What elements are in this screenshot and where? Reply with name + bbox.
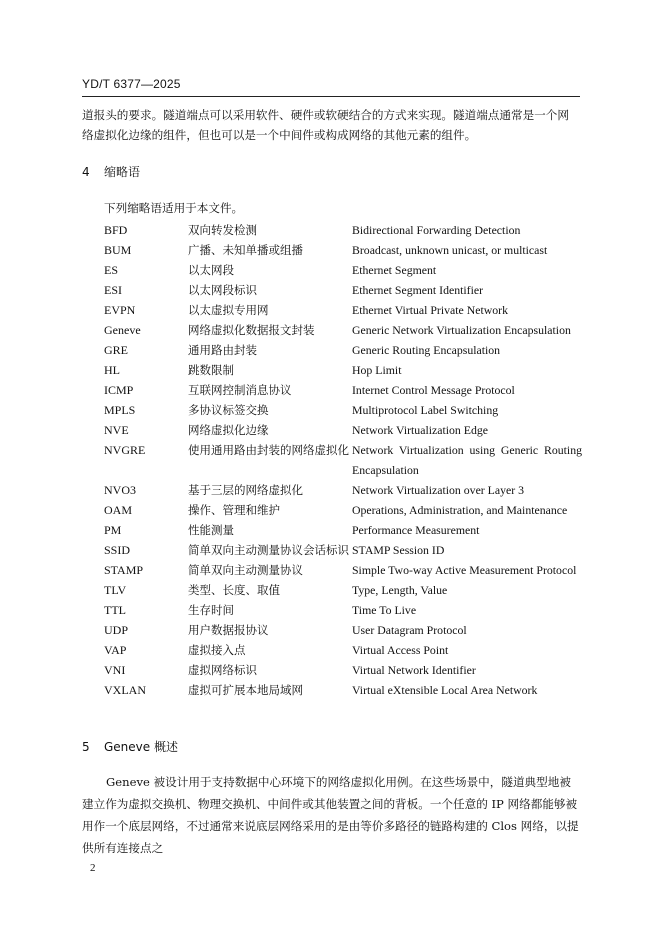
abbreviation-english: Virtual Network Identifier	[352, 663, 476, 677]
abbreviation-term: OAM	[104, 503, 133, 517]
abbreviation-row	[104, 260, 582, 280]
abbreviation-term: NVO3	[104, 483, 136, 497]
abbreviation-row	[104, 580, 582, 600]
abbreviation-chinese: 网络虚拟化边缘	[188, 423, 269, 437]
abbreviation-english: Generic Routing Encapsulation	[352, 343, 501, 357]
abbreviation-english: Multiprotocol Label Switching	[352, 403, 499, 417]
abbreviation-row	[104, 380, 582, 400]
abbreviation-english: Generic Network Virtualization Encapsulation	[352, 323, 571, 337]
abbreviation-chinese: 以太网段	[188, 263, 234, 277]
abbreviation-chinese: 虚拟接入点	[188, 643, 246, 657]
abbreviation-row	[104, 280, 582, 300]
section-5-paragraph: Geneve 被设计用于支持数据中心环境下的网络虚拟化用例。在这些场景中，隧道典型地被建立作为虚拟交换机、物理交换机、中间件或其他装置之间的背板。一个任意的 IP 网络都能够被用作一个底层网络，不过通常来说底层网络采用的是由等价多路径的链路构建的 Clos 网络，以提供所有连接点之	[82, 775, 579, 855]
abbreviation-chinese: 跳数限制	[188, 363, 234, 377]
page-number: 2	[90, 862, 96, 874]
abbreviation-english: User Datagram Protocol	[352, 623, 467, 637]
abbreviation-term: VNI	[104, 663, 126, 677]
abbreviation-chinese: 以太网段标识	[188, 283, 257, 297]
abbreviation-row	[104, 400, 582, 420]
abbreviation-chinese: 双向转发检测	[188, 223, 257, 237]
abbreviation-row	[104, 360, 582, 380]
abbreviation-row	[104, 600, 582, 620]
abbreviation-chinese: 虚拟可扩展本地局域网	[188, 683, 303, 697]
abbreviation-english: Virtual Access Point	[352, 643, 449, 657]
abbreviation-chinese: 广播、未知单播或组播	[188, 243, 303, 257]
abbreviation-term: ES	[104, 263, 119, 277]
abbreviation-chinese: 互联网控制消息协议	[188, 383, 292, 397]
abbreviation-row	[104, 240, 582, 260]
abbreviation-english: Operations, Administration, and Maintenance	[352, 503, 568, 517]
abbreviation-row	[104, 320, 582, 340]
abbreviation-row	[104, 300, 582, 320]
abbreviations-intro: 下列缩略语适用于本文件。	[104, 201, 244, 215]
abbreviation-english: Virtual eXtensible Local Area Network	[352, 683, 538, 697]
abbreviation-term: TLV	[104, 583, 127, 597]
section-5-heading	[82, 738, 178, 755]
abbreviation-term: NVGRE	[104, 443, 146, 457]
abbreviation-chinese: 简单双向主动测量协议会话标识	[188, 543, 349, 557]
abbreviation-row	[104, 660, 582, 680]
abbreviation-chinese: 网络虚拟化数据报文封装	[188, 323, 315, 337]
abbreviation-term: STAMP	[104, 563, 144, 577]
abbreviation-english: Ethernet Segment	[352, 263, 437, 277]
abbreviation-chinese: 简单双向主动测量协议	[188, 563, 303, 577]
abbreviation-term: MPLS	[104, 403, 136, 417]
abbreviation-term: TTL	[104, 603, 126, 617]
header-rule	[82, 96, 580, 97]
abbreviation-chinese: 操作、管理和维护	[188, 503, 280, 517]
abbreviation-chinese: 以太虚拟专用网	[188, 303, 269, 317]
abbreviation-english: Ethernet Segment Identifier	[352, 283, 484, 297]
abbreviation-term: EVPN	[104, 303, 136, 317]
abbreviation-term: GRE	[104, 343, 128, 357]
abbreviation-english: Type, Length, Value	[352, 583, 448, 597]
abbreviation-row	[104, 220, 582, 240]
abbreviation-chinese: 用户数据报协议	[188, 623, 269, 637]
abbreviation-chinese: 使用通用路由封装的网络虚拟化	[188, 443, 349, 457]
abbreviation-term: VXLAN	[104, 683, 146, 697]
abbreviation-term: NVE	[104, 423, 129, 437]
abbreviation-term: UDP	[104, 623, 129, 637]
abbreviation-term: HL	[104, 363, 120, 377]
abbreviation-row	[104, 340, 582, 360]
section-5-title: Geneve 概述	[104, 740, 178, 754]
abbreviation-english: Hop Limit	[352, 363, 402, 377]
abbreviation-english: Broadcast, unknown unicast, or multicast	[352, 243, 548, 257]
abbreviation-english: Network Virtualization over Layer 3	[352, 483, 525, 497]
section-4-title: 缩略语	[104, 165, 141, 179]
abbreviation-row	[104, 520, 582, 540]
document-header: YD/T 6377—2025	[82, 77, 181, 91]
abbreviation-term: BUM	[104, 243, 132, 257]
abbreviation-row	[104, 640, 582, 660]
intro-paragraph: 道报头的要求。隧道端点可以采用软件、硬件或软硬结合的方式来实现。隧道端点通常是一个网络虚拟化边缘的组件，但也可以是一个中间件或构成网络的其他元素的组件。	[82, 108, 569, 142]
abbreviation-chinese: 通用路由封装	[188, 343, 257, 357]
abbreviation-row	[104, 480, 582, 500]
abbreviation-english: Internet Control Message Protocol	[352, 383, 515, 397]
abbreviation-english: Network Virtualization using Generic Routing Encapsulation	[352, 443, 582, 477]
abbreviation-english: Time To Live	[352, 603, 417, 617]
abbreviation-row	[104, 560, 582, 580]
section-4-number: 4	[82, 165, 90, 179]
abbreviation-term: ICMP	[104, 383, 134, 397]
abbreviation-term: PM	[104, 523, 122, 537]
abbreviation-english: Simple Two-way Active Measurement Protocol	[352, 563, 577, 577]
abbreviation-english: STAMP Session ID	[352, 543, 445, 557]
abbreviation-chinese: 基于三层的网络虚拟化	[188, 483, 303, 497]
abbreviation-chinese: 生存时间	[188, 603, 234, 617]
section-4-heading	[82, 163, 140, 180]
abbreviation-chinese: 多协议标签交换	[188, 403, 269, 417]
abbreviation-row	[104, 620, 582, 640]
abbreviation-row	[104, 680, 582, 700]
abbreviation-term: BFD	[104, 223, 128, 237]
abbreviation-english: Ethernet Virtual Private Network	[352, 303, 508, 317]
abbreviation-chinese: 类型、长度、取值	[188, 583, 280, 597]
abbreviation-english: Bidirectional Forwarding Detection	[352, 223, 521, 237]
abbreviation-english: Performance Measurement	[352, 523, 480, 537]
abbreviation-chinese: 虚拟网络标识	[188, 663, 257, 677]
abbreviation-english: Network Virtualization Edge	[352, 423, 489, 437]
abbreviation-term: ESI	[104, 283, 122, 297]
abbreviation-row	[104, 420, 582, 440]
abbreviation-term: VAP	[104, 643, 127, 657]
abbreviation-row	[104, 540, 582, 560]
abbreviation-term: SSID	[104, 543, 131, 557]
section-5-number: 5	[82, 740, 90, 754]
abbreviation-chinese: 性能测量	[188, 523, 234, 537]
abbreviation-row	[104, 440, 582, 480]
abbreviation-term: Geneve	[104, 323, 141, 337]
abbreviation-list	[104, 220, 582, 700]
abbreviation-row	[104, 500, 582, 520]
